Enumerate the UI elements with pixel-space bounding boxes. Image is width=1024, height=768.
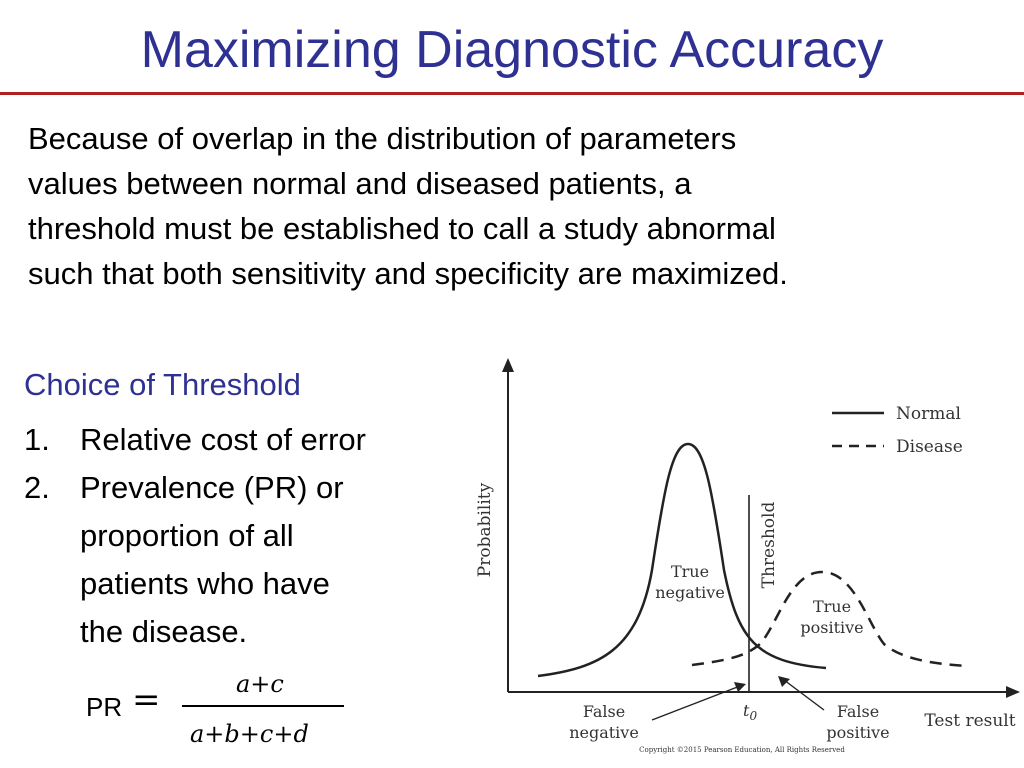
list-number: 2. (24, 470, 50, 505)
y-axis-arrow-icon (502, 358, 514, 372)
intro-line: Because of overlap in the distribution of parameters (28, 121, 737, 156)
true-negative-label (655, 562, 725, 602)
label-line: False (836, 702, 880, 721)
intro-line: values between normal and diseased patients, a (28, 166, 692, 201)
slide-title: Maximizing Diagnostic Accuracy (140, 21, 884, 79)
legend-disease-label: Disease (896, 437, 963, 457)
formula-numerator: a+c (236, 670, 284, 698)
label-line: True (670, 562, 710, 581)
threshold-tick-label (743, 701, 757, 723)
label-line: False (582, 702, 626, 721)
formula-denominator: a+b+c+d (190, 720, 309, 748)
formula-label: PR (86, 692, 123, 722)
x-axis-label: Test result (924, 711, 1016, 731)
list-text: the disease. (80, 614, 248, 649)
title-divider (0, 92, 1024, 95)
label-line: negative (655, 583, 725, 602)
list-item (24, 416, 366, 464)
list-text: Prevalence (PR) or (80, 470, 344, 505)
choice-heading: Choice of Threshold (24, 367, 301, 402)
list-text: proportion of all (80, 518, 294, 553)
fraction-bar (182, 705, 344, 707)
equals-sign: = (132, 680, 161, 720)
label-line: positive (800, 618, 864, 637)
y-axis-label: Probability (475, 482, 495, 578)
intro-paragraph (28, 116, 1018, 296)
arrowhead-icon (778, 676, 790, 687)
threshold-subscript: 0 (749, 709, 758, 723)
choice-list (24, 416, 366, 656)
normal-curve (538, 444, 826, 676)
intro-line: such that both sensitivity and specificity are maximized. (28, 256, 788, 291)
label-line: negative (569, 723, 639, 742)
copyright-text: Copyright ©2015 Pearson Education, All Rights Reserved (639, 746, 845, 754)
label-line: True (812, 597, 852, 616)
false-positive-arrow (784, 680, 824, 710)
threshold-label: Threshold (759, 501, 779, 589)
false-negative-label (569, 702, 639, 742)
true-positive-label (800, 597, 863, 637)
intro-line: threshold must be established to call a study abnormal (28, 211, 776, 246)
label-line: positive (826, 723, 890, 742)
legend-normal-label: Normal (896, 404, 961, 424)
list-text: Relative cost of error (80, 422, 366, 457)
x-axis-arrow-icon (1006, 686, 1020, 698)
list-item (24, 464, 366, 512)
list-text: patients who have (80, 566, 330, 601)
list-number: 1. (24, 422, 50, 457)
threshold-tick: t (743, 701, 750, 720)
false-positive-label (826, 702, 889, 742)
distribution-figure (460, 340, 1024, 760)
